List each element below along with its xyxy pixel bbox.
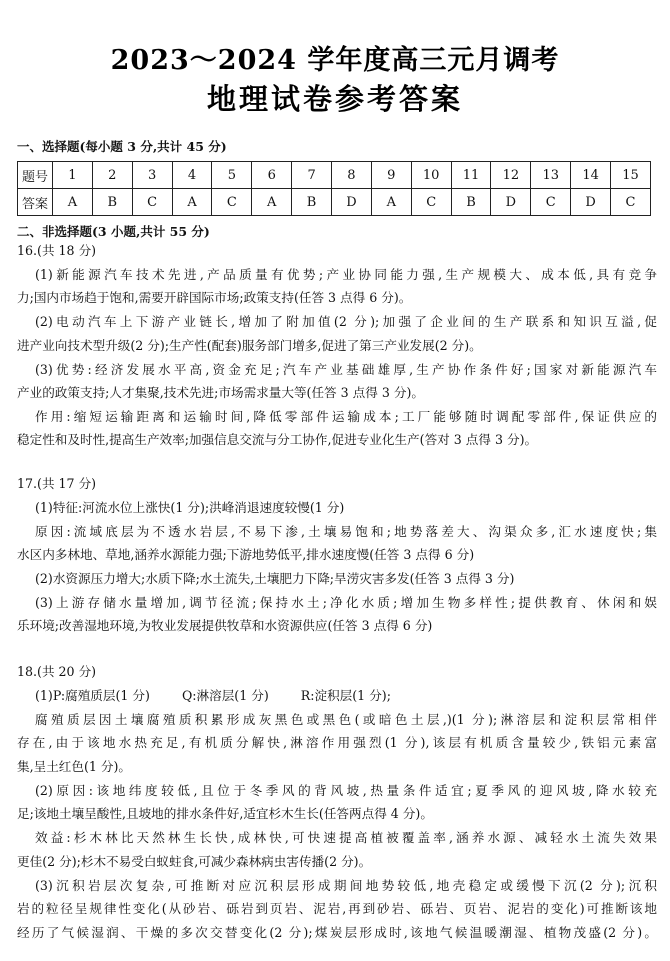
answer-cell: C <box>212 189 252 216</box>
q16-label: 16.(共 18 分) <box>17 243 97 258</box>
question-number: 11 <box>451 162 491 189</box>
q16-line: 作用:缩短运输距离和运输时间,降低零部件运输成本;工厂能够随时调配零部件,保证供应的 <box>35 409 657 424</box>
q18-line: 足;该地土壤呈酸性,且坡地的排水条件好,适宜杉木生长(任答两点得 4 分)。 <box>17 806 433 821</box>
q18-line: 经历了气候湿润、干燥的多次交替变化(2 分);煤炭层形成时,该地气候温暖潮湿、植物茂盛(2 分)。 <box>17 925 657 940</box>
question-number: 9 <box>371 162 411 189</box>
exam-subtitle: 地理试卷参考答案 <box>206 82 463 116</box>
q17-label: 17.(共 17 分) <box>17 476 97 491</box>
answer-cell: B <box>92 189 132 216</box>
answer-cell: D <box>491 189 531 216</box>
question-number: 4 <box>172 162 212 189</box>
q17-line: 原因:流域底层为不透水岩层,不易下渗,土壤易饱和;地势落差大、沟渠众多,汇水速度快;集 <box>35 524 657 539</box>
question-number: 7 <box>292 162 332 189</box>
answer-cell: B <box>451 189 491 216</box>
q18-line: 更佳(2 分);杉木不易受白蚁蛀食,可减少森林病虫害传播(2 分)。 <box>17 854 372 869</box>
q18-line: (2)原因:该地纬度较低,且位于冬季风的背风坡,热量条件适宜;夏季风的迎风坡,降水较充 <box>35 783 657 798</box>
answer-table <box>17 161 651 216</box>
answer-cell: D <box>332 189 372 216</box>
q16-line: 产业的政策支持;人才集聚,技术先进;市场需求量大等(任答 3 点得 3 分)。 <box>17 385 424 400</box>
answer-cell: A <box>53 189 93 216</box>
q18-line: 效益:杉木林比天然林生长快,成林快,可快速提高植被覆盖率,涵养水源、减轻水土流失效果 <box>35 830 657 845</box>
question-number: 1 <box>53 162 93 189</box>
question-number: 12 <box>491 162 531 189</box>
q17-line: 水区内多林地、草地,涵养水源能力强;下游地势低平,排水速度慢(任答 3 点得 6 分) <box>17 547 475 562</box>
q18-line: (3)沉积岩层次复杂,可推断对应沉积层形成期间地势较低,地壳稳定或缓慢下沉(2 分);沉积 <box>35 878 657 893</box>
q16-line: (3)优势:经济发展水平高,资金充足;汽车产业基础雄厚,生产协作条件好;国家对新能源汽车 <box>35 362 657 377</box>
question-number: 5 <box>212 162 252 189</box>
q18-line: (1)P:腐殖质层(1 分) Q:淋溶层(1 分) R:淀积层(1 分); <box>35 688 391 703</box>
q16-line: (1)新能源汽车技术先进,产品质量有优势;产业协同能力强,生产规模大、成本低,具有竞争 <box>35 267 657 282</box>
answer-cell: C <box>411 189 451 216</box>
row-label-number: 题号 <box>18 162 53 189</box>
row-label-answer: 答案 <box>18 189 53 216</box>
answer-cell: C <box>611 189 651 216</box>
answer-table-number-row <box>18 162 651 189</box>
q16-line: 力;国内市场趋于饱和,需要开辟国际市场;政策支持(任答 3 点得 6 分)。 <box>17 290 412 305</box>
question-number: 2 <box>92 162 132 189</box>
answer-cell: C <box>132 189 172 216</box>
answer-cell: A <box>371 189 411 216</box>
answer-table-answer-row <box>18 189 651 216</box>
section1-heading: 一、选择题(每小题 3 分,共计 45 分) <box>17 139 227 154</box>
question-number: 10 <box>411 162 451 189</box>
answer-cell: A <box>252 189 292 216</box>
exam-title: 2023～2024 学年度高三元月调考 <box>110 45 560 76</box>
q17-line: 乐环境;改善湿地环境,为牧业发展提供牧草和水资源供应(任答 3 点得 6 分) <box>17 618 433 633</box>
answer-cell: C <box>531 189 571 216</box>
q16-line: 稳定性和及时性,提高生产效率;加强信息交流与分工协作,促进专业化生产(答对 3 点得 3 分)。 <box>17 432 538 447</box>
q18-line: 集,呈土红色(1 分)。 <box>17 759 132 774</box>
q18-line: 存在,由于该地水热充足,有机质分解快,淋溶作用强烈(1 分),该层有机质含量较少,铁铝元素富 <box>17 735 657 750</box>
q18-label: 18.(共 20 分) <box>17 664 97 679</box>
question-number: 8 <box>332 162 372 189</box>
q18-line: 岩的粒径呈规律性变化(从砂岩、砾岩到页岩、泥岩,再到砂岩、砾岩、页岩、泥岩的变化)可推断该地 <box>17 901 657 916</box>
question-number: 3 <box>132 162 172 189</box>
answer-cell: B <box>292 189 332 216</box>
question-number: 15 <box>611 162 651 189</box>
q16-line: 进产业向技术型升级(2 分);生产性(配套)服务部门增多,促进了第三产业发展(2 分)。 <box>17 338 482 353</box>
q17-line: (3)上游存储水量增加,调节径流;保持水土;净化水质;增加生物多样性;提供教育、休闲和娱 <box>35 595 657 610</box>
question-number: 13 <box>531 162 571 189</box>
question-number: 14 <box>571 162 611 189</box>
section2-heading: 二、非选择题(3 小题,共计 55 分) <box>17 224 210 239</box>
answer-cell: A <box>172 189 212 216</box>
q16-line: (2)电动汽车上下游产业链长,增加了附加值(2 分);加强了企业间的生产联系和知识互溢,促 <box>35 314 657 329</box>
question-number: 6 <box>252 162 292 189</box>
q17-line: (1)特征:河流水位上涨快(1 分);洪峰消退速度较慢(1 分) <box>35 500 345 515</box>
answer-cell: D <box>571 189 611 216</box>
q17-line: (2)水资源压力增大;水质下降;水土流失,土壤肥力下降;旱涝灾害多发(任答 3 点得 3 分) <box>35 571 515 586</box>
q18-line: 腐殖质层因土壤腐殖质积累形成灰黑色或黑色(或暗色土层,)(1 分);淋溶层和淀积层常相伴 <box>35 712 657 727</box>
